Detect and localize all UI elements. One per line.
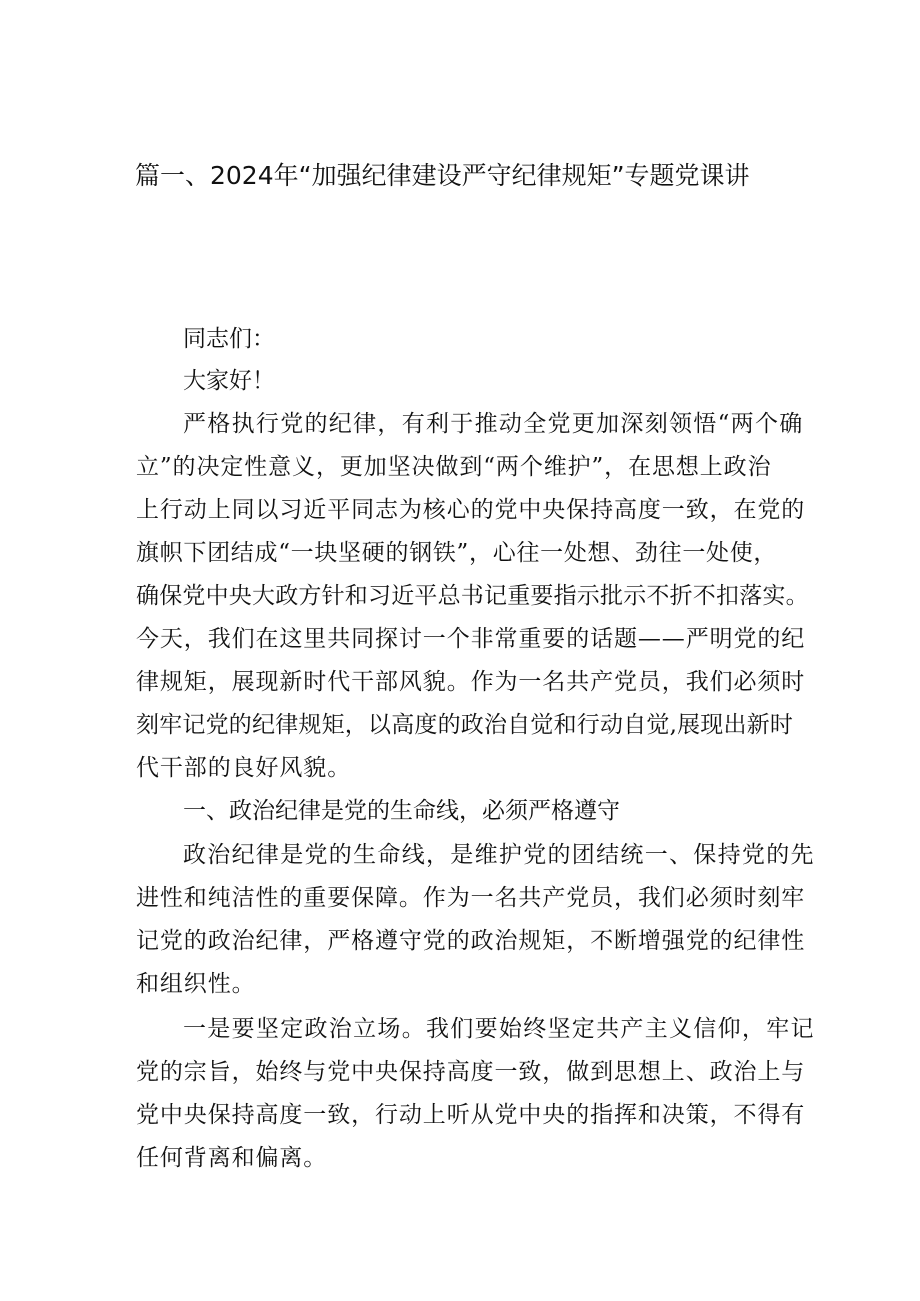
intro-line: 确保党中央大政方针和习近平总书记重要指示批示不折不扣落实。 [136,583,809,609]
point-line: 党的宗旨，始终与党中央保持高度一致，做到思想上、政治上与 [136,1059,806,1085]
salutation: 同志们： [183,326,275,352]
section-line: 记党的政治纪律，严格遵守党的政治规矩，不断增强党的纪律性 [136,928,806,954]
intro-line: 上行动上同以习近平同志为核心的党中央保持高度一致，在党的 [136,497,806,523]
section-heading: 一、政治纪律是党的生命线，必须严格遵守 [183,798,620,824]
section-line: 和组织性。 [136,971,256,997]
point-line: 党中央保持高度一致，行动上听从党中央的指挥和决策，不得有 [136,1102,806,1128]
intro-line: 代干部的良好风貌。 [136,755,352,781]
point-line: 任何背离和偏离。 [136,1145,328,1171]
intro-line: 旗帜下团结成“一块坚硬的钢铁”，心往一处想、劲往一处使， [136,540,778,566]
section-line: 进性和纯洁性的重要保障。作为一名共产党员，我们必须时刻牢 [136,885,806,911]
greeting: 大家好！ [183,368,275,394]
intro-line: 刻牢记党的纪律规矩，以高度的政治自觉和行动自觉,展现出新时 [136,712,794,738]
point-line: 一是要坚定政治立场。我们要始终坚定共产主义信仰，牢记 [183,1016,815,1042]
intro-line: 严格执行党的纪律，有利于推动全党更加深刻领悟“两个确 [183,411,804,437]
intro-line: 今天，我们在这里共同探讨一个非常重要的话题——严明党的纪 [136,626,806,652]
intro-line: 立”的决定性意义，更加坚决做到“两个维护”，在思想上政治 [136,454,772,480]
section-line: 政治纪律是党的生命线，是维护党的团结统一、保持党的先 [183,842,815,868]
intro-line: 律规矩，展现新时代干部风貌。作为一名共产党员，我们必须时 [136,669,806,695]
document-title: 篇一、2024年“加强纪律建设严守纪律规矩”专题党课讲 [135,161,750,190]
